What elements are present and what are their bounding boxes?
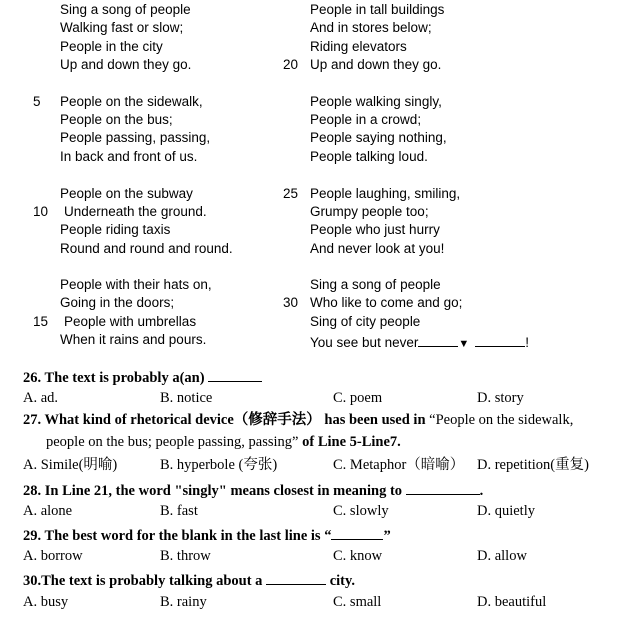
caret-down-icon: ▼: [458, 338, 470, 350]
poem-line: And never look at you!: [310, 241, 445, 256]
poem-line: Up and down they go.: [310, 57, 442, 72]
poem-line: Walking fast or slow;: [60, 20, 184, 35]
poem-line: You see but never: [310, 335, 419, 350]
poem-line: Sing a song of people: [60, 2, 191, 17]
poem-line: People in a crowd;: [310, 112, 422, 127]
answer-blank[interactable]: [208, 367, 262, 382]
option-c[interactable]: C. Metaphor（暗喻）: [333, 457, 465, 473]
line-number: 5: [33, 94, 41, 109]
poem-line: People talking loud.: [310, 149, 428, 164]
poem-line: People passing, passing,: [60, 130, 211, 145]
option-a[interactable]: A. borrow: [23, 548, 83, 564]
poem-line: Grumpy people too;: [310, 204, 429, 219]
question-text: 28. In Line 21, the word "singly" means closest in meaning to: [23, 483, 403, 499]
poem-line: People who just hurry: [310, 222, 440, 237]
poem-line: And in stores below;: [310, 20, 432, 35]
poem-line: Sing a song of people: [310, 277, 441, 292]
poem-line: Underneath the ground.: [64, 204, 207, 219]
question-28: [23, 480, 483, 500]
option-c[interactable]: C. slowly: [333, 503, 389, 519]
answer-blank[interactable]: [266, 570, 326, 585]
answer-blank[interactable]: [331, 525, 383, 540]
poem-line: People on the subway: [60, 186, 193, 201]
question-end: city.: [326, 573, 356, 589]
poem-line: When it rains and pours.: [60, 332, 207, 347]
question-text: 29. The best word for the blank in the last line is: [23, 528, 321, 544]
question-26: [23, 367, 262, 387]
question-text: 26. The text is probably a(an): [23, 370, 205, 386]
line-number: 30: [283, 295, 299, 310]
poem-line: Sing of city people: [310, 314, 421, 329]
poem-line: Round and round and round.: [60, 241, 233, 256]
poem-line: Going in the doors;: [60, 295, 175, 310]
poem-line: Up and down they go.: [60, 57, 192, 72]
option-c[interactable]: C. poem: [333, 390, 383, 406]
poem-line: People in the city: [60, 39, 163, 54]
option-d[interactable]: D. allow: [477, 548, 527, 564]
option-a[interactable]: A. ad.: [23, 390, 59, 406]
poem-line: Riding elevators: [310, 39, 407, 54]
option-c[interactable]: C. small: [333, 594, 382, 610]
question-quote: people on the bus; people passing, passing”: [46, 434, 299, 450]
question-end: .: [479, 483, 484, 499]
option-a[interactable]: A. alone: [23, 503, 73, 519]
question-quote: “People on the sidewalk,: [429, 412, 574, 428]
line-number: 10: [33, 204, 49, 219]
line-number: 20: [283, 57, 299, 72]
option-a[interactable]: A. Simile(明喻): [23, 457, 118, 473]
poem-line: Who like to come and go;: [310, 295, 463, 310]
poem-line: People on the bus;: [60, 112, 173, 127]
open-quote: “: [324, 528, 332, 544]
poem-line: People with umbrellas: [64, 314, 197, 329]
poem-line: In back and front of us.: [60, 149, 198, 164]
poem-line: People in tall buildings: [310, 2, 445, 17]
poem-line: People walking singly,: [310, 94, 442, 109]
poem-line: People saying nothing,: [310, 130, 447, 145]
option-b[interactable]: B. throw: [160, 548, 211, 564]
poem-end-mark: !: [525, 335, 529, 350]
line-number: 15: [33, 314, 49, 329]
question-27: [23, 411, 573, 429]
question-30: [23, 570, 355, 590]
question-text: 30.The text is probably talking about a: [23, 573, 263, 589]
option-d[interactable]: D. beautiful: [477, 594, 547, 610]
question-text: 27. What kind of rhetorical device（修辞手法） has been used in: [23, 412, 430, 428]
poem-line: People with their hats on,: [60, 277, 212, 292]
option-d[interactable]: D. quietly: [477, 503, 535, 519]
poem-last-line: [310, 332, 529, 351]
option-c[interactable]: C. know: [333, 548, 383, 564]
answer-blank[interactable]: [406, 480, 480, 495]
option-b[interactable]: B. rainy: [160, 594, 207, 610]
answer-blank[interactable]: [475, 332, 525, 347]
question-text: of Line 5-Line7.: [298, 434, 401, 450]
close-quote: ”: [383, 528, 391, 544]
line-number: 25: [283, 186, 299, 201]
poem-line: People riding taxis: [60, 222, 171, 237]
answer-blank[interactable]: [418, 332, 458, 347]
poem-line: People on the sidewalk,: [60, 94, 203, 109]
option-a[interactable]: A. busy: [23, 594, 69, 610]
poem-line: People laughing, smiling,: [310, 186, 461, 201]
option-b[interactable]: B. fast: [160, 503, 198, 519]
option-b[interactable]: B. notice: [160, 390, 213, 406]
option-d[interactable]: D. repetition(重复): [477, 457, 589, 473]
option-d[interactable]: D. story: [477, 390, 524, 406]
question-29: [23, 525, 391, 545]
option-b[interactable]: B. hyperbole (夸张): [160, 457, 278, 473]
question-27-continued: [46, 433, 401, 451]
